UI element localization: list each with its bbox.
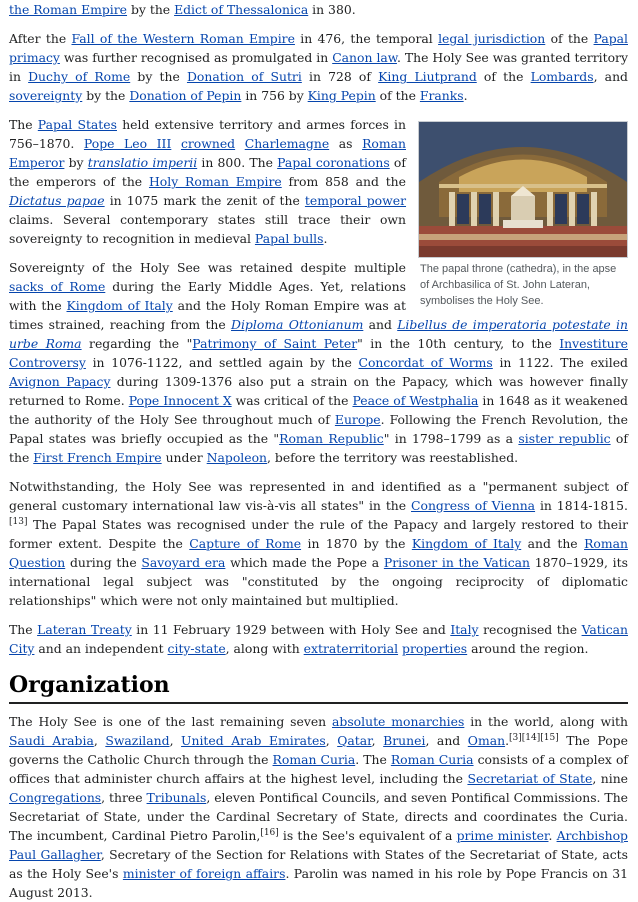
link[interactable]: Roman Emperor bbox=[9, 136, 406, 170]
link[interactable]: Holy Roman Empire bbox=[148, 174, 282, 189]
link[interactable]: Edict of Thessalonica bbox=[174, 2, 309, 17]
link[interactable]: Congregations bbox=[9, 790, 102, 805]
link[interactable]: sovereignty bbox=[9, 88, 83, 103]
link[interactable]: Franks bbox=[419, 88, 464, 103]
link[interactable]: United Arab Emirates bbox=[181, 733, 326, 748]
link[interactable]: Secretariat of State bbox=[467, 771, 593, 786]
link[interactable]: Qatar bbox=[337, 733, 372, 748]
link[interactable]: Capture of Rome bbox=[189, 536, 302, 551]
link[interactable]: Archbishop bbox=[556, 828, 628, 843]
link[interactable]: Swaziland bbox=[105, 733, 170, 748]
link[interactable]: sacks of Rome bbox=[9, 279, 106, 294]
citation[interactable]: [16] bbox=[260, 827, 279, 838]
link[interactable]: Paul Gallagher bbox=[9, 847, 101, 862]
paragraph-sovereignty: Sovereignty of the Holy See was retained despite multiple sacks of Rome during the Early Middle Ages. Yet, relations with the Kingdom of Italy and the Holy Roman Empire was at times strained, reaching from the Diploma Ottonianum and Libellus de imperatoria potestate in urbe Roma regarding the "Patrimony of Saint Peter" in the 10th century, to the Investiture Controversy in 1076-1122, and settled again by the Concordat of Worms in 1122. The exiled Avignon Papacy during 1309-1376 also put a strain on the Papacy, which was however finally returned to Rome. Pope Innocent X was critical of the Peace of Westphalia in 1648 as it weakened the authority of the Holy See throughout much of Europe. Following the French Revolution, the Papal states was briefly occupied as the "Roman Republic" in 1798–1799 as a sister republic of the First French Empire under Napoleon, before the territory was reestablished. bbox=[9, 260, 628, 465]
link[interactable]: sister republic bbox=[518, 431, 611, 446]
papal-throne-image[interactable] bbox=[418, 121, 628, 258]
link[interactable]: the Roman Empire bbox=[9, 2, 128, 17]
link[interactable]: Oman bbox=[467, 733, 506, 748]
link[interactable]: Savoyard era bbox=[141, 555, 226, 570]
link[interactable]: Saudi Arabia bbox=[9, 733, 94, 748]
link[interactable]: King Pepin bbox=[307, 88, 376, 103]
link[interactable]: Investiture Controversy bbox=[9, 336, 628, 370]
link[interactable]: Charlemagne bbox=[244, 136, 330, 151]
link[interactable]: prime minister bbox=[456, 828, 549, 843]
paragraph-notwithstanding: Notwithstanding, the Holy See was represented in and identified as a "permanent subject of general customary international law vis-à-vis all states" in the Congress of Vienna in 1814-1815.[13] The Papal States was recognised under the rule of the Papacy and largely restored to their former extent. Despite the Capture of Rome in 1870 by the Kingdom of Italy and the Roman Question during the Savoyard era which made the Pope a Prisoner in the Vatican 1870–1929, its international legal subject was "constituted by the ongoing reciprocity of diplomatic relationships" which were not only maintained but multiplied. bbox=[9, 479, 628, 608]
link[interactable]: Donation of Pepin bbox=[129, 88, 242, 103]
link[interactable]: Donation of Sutri bbox=[186, 69, 302, 84]
link[interactable]: translatio imperii bbox=[87, 155, 198, 170]
link[interactable]: city-state bbox=[167, 641, 226, 656]
link[interactable]: extraterritorial bbox=[303, 641, 399, 656]
paragraph-papal-states: The Papal States held extensive territory and armes forces in 756–1870. Pope Leo III crowned Charlemagne as Roman Emperor by translatio imperii in 800. The Papal coronations of the emperors of the Holy Roman Empire from 858 and the Dictatus papae in 1075 mark the zenit of the temporal power claims. Several contemporary states still trace their own sovereignty to recognition in medieval Papal bulls. bbox=[9, 117, 407, 246]
figure-caption: The papal throne (cathedra), in the apse of Archbasilica of St. John Lateran, symbolises the Holy See. bbox=[420, 263, 617, 307]
link[interactable]: Pope Leo III bbox=[83, 136, 172, 151]
link[interactable]: legal jurisdiction bbox=[438, 31, 546, 46]
link[interactable]: Italy bbox=[450, 622, 479, 637]
paragraph-organization: The Holy See is one of the last remaining seven absolute monarchies in the world, along with Saudi Arabia, Swaziland, United Arab Emirates, Qatar, Brunei, and Oman.[3][14][15] The Pope governs the Catholic Church through the Roman Curia. The Roman Curia consists of a complex of offices that administer church affairs at the highest level, including the Secretariat of State, nine Congregations, three Tribunals, eleven Pontifical Councils, and seven Pontifical Commissions. The Secretariat of State, under the Cardinal Secretary of State, directs and coordinates the Curia. The incumbent, Cardinal Pietro Parolin,[16] is the See's equivalent of a prime minister. Archbishop Paul Gallagher, Secretary of the Section for Relations with States of the Secretariat of State, acts as the Holy See's minister of foreign affairs. Parolin was named in his role by Pope Francis on 31 August 2013. bbox=[9, 714, 629, 900]
link[interactable]: Vatican City bbox=[9, 622, 629, 656]
paragraph-lateran-treaty: The Lateran Treaty in 11 February 1929 between with Holy See and Italy recognised the Vatican City and an independent city-state, along with extraterritorial properties around the region. bbox=[9, 622, 629, 656]
paragraph-intro-end: the Roman Empire by the Edict of Thessalonica in 380. bbox=[9, 2, 356, 17]
link[interactable]: Diploma Ottonianum bbox=[231, 317, 364, 332]
link[interactable]: Concordat of Worms bbox=[358, 355, 493, 370]
link[interactable]: Peace of Westphalia bbox=[352, 393, 479, 408]
link[interactable]: Papal States bbox=[37, 117, 117, 132]
link[interactable]: Avignon Papacy bbox=[9, 374, 111, 389]
paragraph-western-empire: After the Fall of the Western Roman Empire in 476, the temporal legal jurisdiction of the Papal primacy was further recognised as promulgated in Canon law. The Holy See was granted territory in Duchy of Rome by the Donation of Sutri in 728 of King Liutprand of the Lombards, and sovereignty by the Donation of Pepin in 756 by King Pepin of the Franks. bbox=[9, 31, 628, 103]
link[interactable]: Napoleon bbox=[206, 450, 268, 465]
link[interactable]: Europe bbox=[334, 412, 381, 427]
link[interactable]: properties bbox=[402, 641, 468, 656]
figure-papal-throne bbox=[418, 121, 628, 309]
link[interactable]: absolute monarchies bbox=[332, 714, 465, 729]
link[interactable]: Roman Curia bbox=[390, 752, 474, 767]
link[interactable]: Kingdom of Italy bbox=[411, 536, 522, 551]
link[interactable]: Fall of the Western Roman Empire bbox=[71, 31, 295, 46]
link[interactable]: temporal power bbox=[304, 193, 407, 208]
link[interactable]: crowned bbox=[180, 136, 236, 151]
citation[interactable]: [3][14][15] bbox=[509, 732, 559, 743]
link[interactable]: King Liutprand bbox=[378, 69, 477, 84]
link[interactable]: Papal bulls bbox=[254, 231, 324, 246]
link[interactable]: Prisoner in the Vatican bbox=[383, 555, 531, 570]
link[interactable]: Dictatus papae bbox=[9, 193, 105, 208]
link[interactable]: Roman Curia bbox=[272, 752, 356, 767]
link[interactable]: Duchy of Rome bbox=[28, 69, 131, 84]
link[interactable]: Congress of Vienna bbox=[411, 498, 536, 513]
link[interactable]: Patrimony of Saint Peter bbox=[192, 336, 358, 351]
link[interactable]: Libellus de imperatoria potestate in urbe Roma bbox=[9, 317, 628, 351]
link[interactable]: Papal primacy bbox=[9, 31, 628, 65]
link[interactable]: Tribunals bbox=[146, 790, 207, 805]
link[interactable]: Kingdom of Italy bbox=[66, 298, 173, 313]
citation[interactable]: [13] bbox=[9, 516, 28, 527]
section-heading-organization: Organization bbox=[9, 672, 628, 704]
link[interactable]: Canon law bbox=[332, 50, 397, 65]
link[interactable]: Roman Republic bbox=[279, 431, 384, 446]
link[interactable]: Brunei bbox=[383, 733, 426, 748]
link[interactable]: Papal coronations bbox=[277, 155, 390, 170]
link[interactable]: Pope Innocent X bbox=[128, 393, 232, 408]
apse-illustration bbox=[419, 122, 627, 257]
link[interactable]: Lombards bbox=[530, 69, 594, 84]
link[interactable]: Roman Question bbox=[9, 536, 628, 570]
link[interactable]: minister of foreign affairs bbox=[122, 866, 286, 881]
link[interactable]: First French Empire bbox=[33, 450, 162, 465]
link[interactable]: Lateran Treaty bbox=[37, 622, 132, 637]
